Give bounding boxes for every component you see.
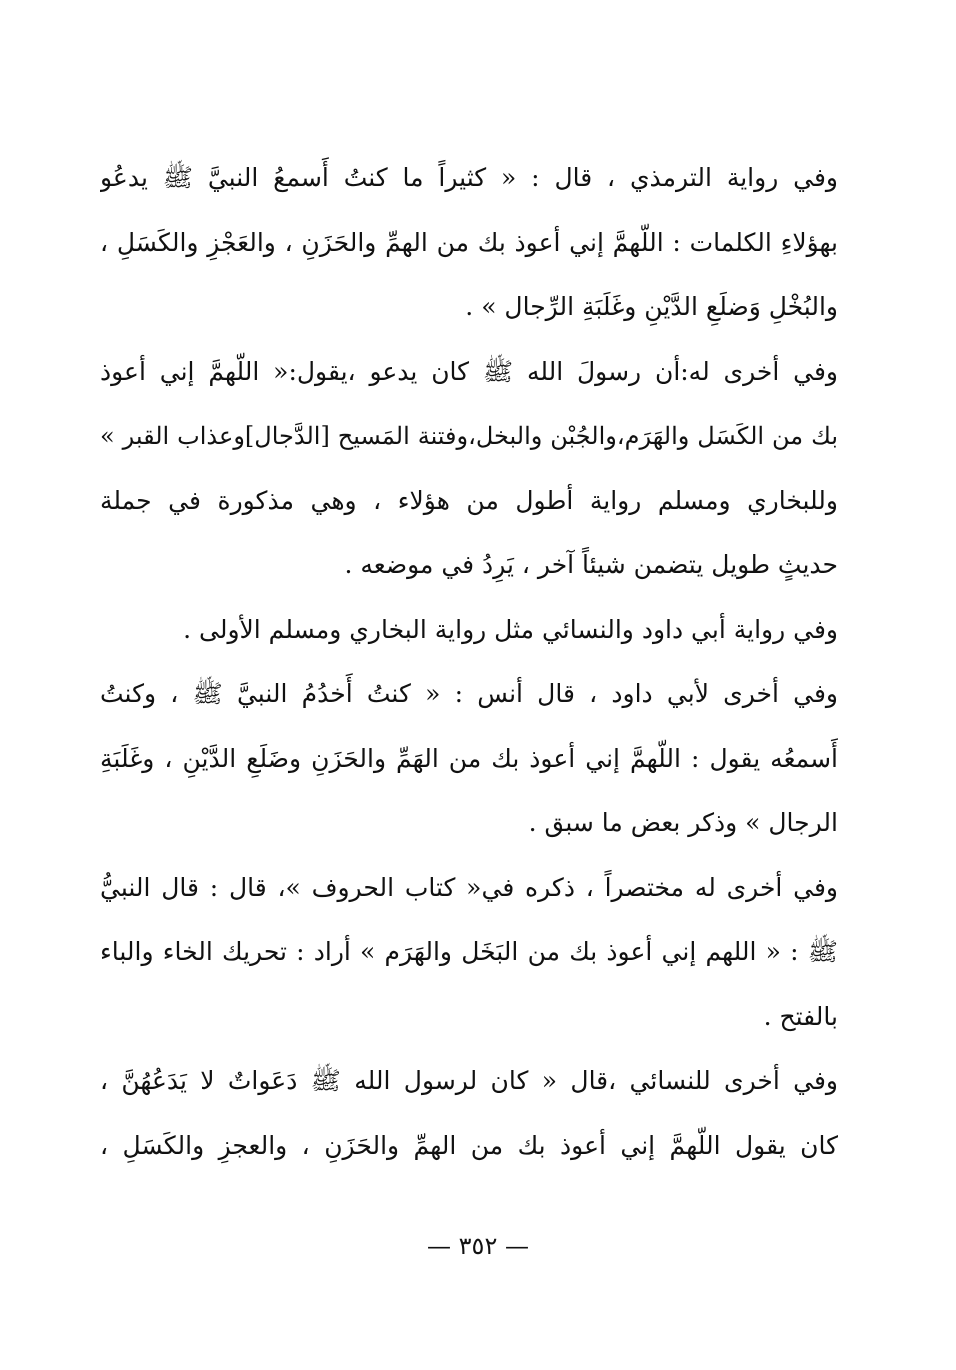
main-text [100, 146, 838, 1178]
text-line: وفي أخرى له:أن رسولَ الله ﷺ كان يدعو ،يقول:« اللّهمَّ إني أعوذ [100, 356, 838, 386]
text-line: وفي رواية الترمذي ، قال : « كثيراً ما كنتُ أَسمعُ النبيَّ ﷺ يدعُو [100, 163, 838, 192]
page-number: — ٣٥٢ — [427, 1232, 529, 1260]
text-line: الرجال » وذكر بعض ما سبق . [528, 808, 838, 837]
text-line: وللبخاري ومسلم رواية أطول من هؤلاء ، وهي مذكورة في جملة [100, 485, 838, 515]
text-line: كان يقول اللّهمَّ إني أعوذ بك من الهمِّ والحَزَنِ ، والعجزِ والكَسَلِ ، [100, 1130, 838, 1160]
text-line: بالفتح . [763, 1001, 838, 1031]
text-line: والبُخْلِ وَضلَعِ الدَّيْنِ وغَلَبَةِ الرِّجال » . [465, 292, 838, 321]
text-line: بهؤلاءِ الكلمات : اللّهمَّ إني أعوذ بك من الهمِّ والحَزَنِ ، والعَجْزِ والكَسَلِ ، [100, 227, 838, 257]
text-line: وفي أخرى له مختصراً ، ذكره في« كتاب الحروف »، قال : قال النبيُّ [100, 872, 838, 902]
text-line: وفي أخرى للنسائي ،قال « كان لرسول الله ﷺ دَعَواتٌ لا يَدَعُهُنَّ ، [100, 1066, 838, 1095]
text-line: وفي رواية أبي داود والنسائي مثل رواية البخاري ومسلم الأولى . [183, 614, 838, 644]
text-line: ﷺ : « اللهم إني أعوذ بك من البَخَل والهَرَم » أراد : تحريك الخاء والباء [100, 937, 838, 966]
text-line: أَسمعُه يقول : اللّهمَّ إني أعوذ بك من الهَمِّ والحَزَنِ وضَلَعِ الدَّيْنِ ، وغَلَبَةِ [100, 743, 838, 773]
text-line: بك من الكَسَل والهَرَم،والجُبْن والبخل،وفتنة المَسيح [الدَّجال]وعذاب القبر » [100, 422, 838, 450]
text-line: حديثٍ طويل يتضمن شيئاً آخر ، يَرِدُ في موضعه . [344, 550, 838, 579]
text-line: وفي أخرى لأبي داود ، قال أنس : « كنتُ أَخدُمُ النبيَّ ﷺ ، وكنتُ [100, 679, 838, 708]
